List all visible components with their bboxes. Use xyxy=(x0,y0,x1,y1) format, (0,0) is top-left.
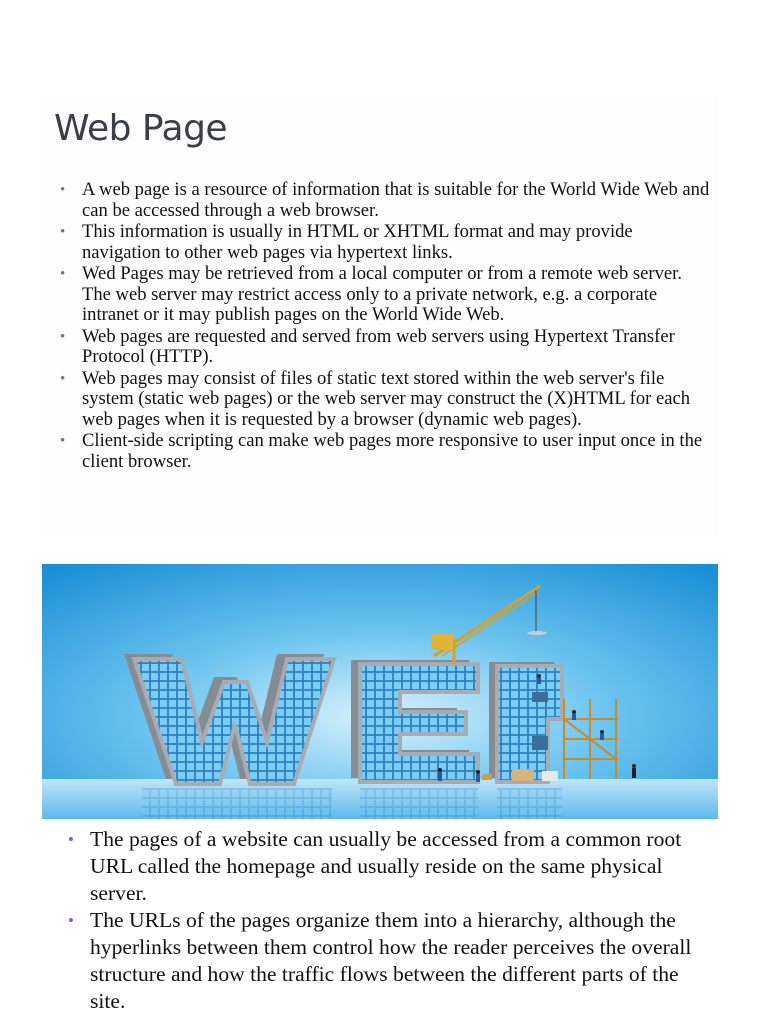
list-item xyxy=(68,826,708,906)
bullet-list-bottom xyxy=(68,826,708,1016)
bullet-icon: • xyxy=(60,433,66,449)
bullet-icon: • xyxy=(60,328,66,345)
bullet-text: This information is usually in HTML or XHTML format and may provide navigation to other web pages via hypertext links. xyxy=(82,221,633,263)
list-item xyxy=(60,222,710,263)
slide-panel xyxy=(40,96,718,538)
bullet-list xyxy=(60,180,710,473)
list-item xyxy=(60,264,710,326)
web-construction-image xyxy=(42,564,718,819)
web-illustration xyxy=(42,564,718,819)
bullet-icon: • xyxy=(60,182,66,198)
bullet-icon: • xyxy=(60,370,66,387)
list-item xyxy=(60,431,710,472)
bullet-icon: • xyxy=(68,830,74,849)
bullet-icon: • xyxy=(68,911,74,931)
bullet-text: A web page is a resource of information that is suitable for the World Wide Web and can be accessed through a web browser. xyxy=(82,179,710,221)
bullet-text: The URLs of the pages organize them into a hierarchy, although the hyperlinks between them control how the reader perceives the overall structure and how the traffic flows between the different parts of the site. xyxy=(90,908,692,1013)
list-item xyxy=(60,327,710,368)
bullet-text: The pages of a website can usually be accessed from a common root URL called the homepage and usually reside on the same physical server. xyxy=(90,827,682,905)
bullet-text: Web pages may consist of files of static text stored within the web server's file system (static web pages) or the web server may construct the (X)HTML for each web pages when it is requested by a browser (dynamic web pages). xyxy=(82,367,691,430)
bullet-icon: • xyxy=(60,224,66,240)
bullet-text: Wed Pages may be retrieved from a local computer or from a remote web server. The web server may restrict access only to a private network, e.g. a corporate intranet or it may publish pages on the World Wide Web. xyxy=(82,263,682,325)
list-item xyxy=(60,369,710,431)
list-item xyxy=(60,180,710,221)
bullet-text: Client-side scripting can make web pages more responsive to user input once in the client browser. xyxy=(82,430,703,472)
bullet-text: Web pages are requested and served from web servers using Hypertext Transfer Protocol (HTTP). xyxy=(82,325,675,367)
list-item xyxy=(68,907,708,1014)
letter-e xyxy=(351,660,478,782)
page-title: Web Page xyxy=(54,108,228,149)
bullet-icon: • xyxy=(60,266,66,282)
